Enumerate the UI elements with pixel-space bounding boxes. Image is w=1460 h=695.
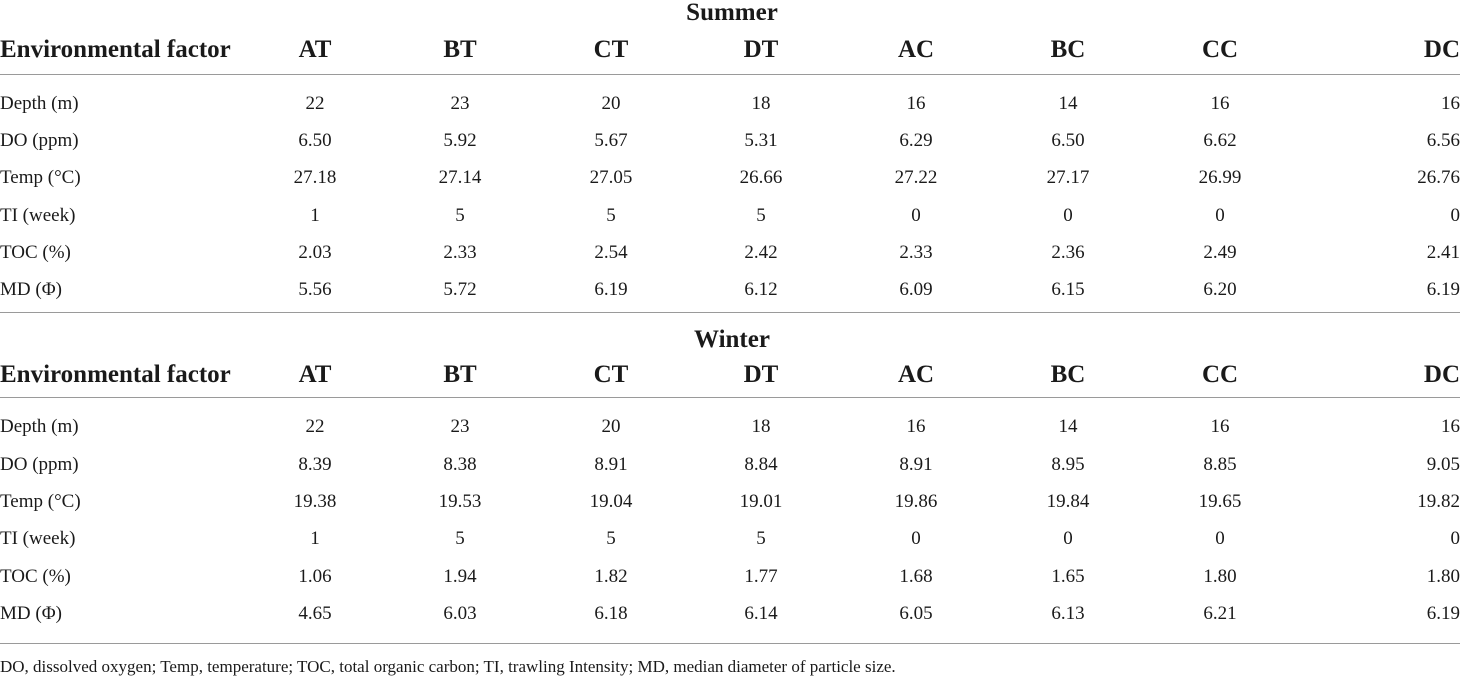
table-cell: 5 [606,204,616,226]
column-header-at: AT [298,360,332,388]
table-cell: 16 [1441,416,1460,438]
table-cell: 20 [601,92,621,114]
table-cell: 18 [751,416,771,438]
table-cell: 6.19 [594,279,628,301]
table-cell: 2.33 [443,241,477,263]
row-label: Depth (m) [0,416,79,438]
table-cell: 5 [756,204,766,226]
table-cell: 2.54 [594,241,628,263]
table-cell: 6.56 [1426,129,1460,151]
column-header-ct: CT [593,36,629,63]
table-cell: 2.33 [899,241,933,263]
table-row [0,595,1460,632]
table-row [0,483,1460,520]
header-label: Environmental factor [0,360,231,388]
table-cell: 4.65 [298,602,332,624]
column-header-ct: CT [593,360,629,388]
table-cell: 27.17 [1046,167,1090,189]
table-cell: 19.04 [589,491,633,513]
table-cell: 6.05 [899,602,933,624]
section-title-summer: Summer [686,0,778,26]
row-label: TOC (%) [0,241,71,263]
table-cell: 5 [455,528,465,550]
table-row [0,160,1460,197]
column-header-bt: BT [443,36,477,63]
column-header-dc: DC [1423,360,1460,388]
table-cell: 6.15 [1051,279,1085,301]
table-cell: 22 [305,416,325,438]
table-cell: 2.49 [1203,241,1237,263]
table-cell: 2.41 [1426,241,1460,263]
column-header-bt: BT [443,360,477,388]
table-cell: 2.42 [744,241,778,263]
table-cell: 0 [1450,204,1460,226]
table-cell: 6.18 [594,602,628,624]
table-cell: 19.65 [1198,491,1242,513]
table-cell: 16 [1441,92,1460,114]
table-cell: 6.21 [1203,602,1237,624]
table-cell: 5 [756,528,766,550]
column-header-dc: DC [1423,36,1460,63]
table-cell: 2.36 [1051,241,1085,263]
table-cell: 23 [450,92,470,114]
table-cell: 19.86 [894,491,938,513]
table-cell: 1.80 [1426,565,1460,587]
row-label: MD (Φ) [0,602,62,624]
table-cell: 1.80 [1203,565,1237,587]
table-cell: 1.65 [1051,565,1085,587]
table-cell: 19.01 [739,491,783,513]
column-header-cc: CC [1201,360,1239,388]
table-cell: 5 [455,204,465,226]
table-cell: 1 [310,204,320,226]
row-label: TI (week) [0,204,76,226]
table-cell: 16 [906,92,926,114]
table-cell: 1 [310,528,320,550]
table-row [0,558,1460,595]
table-cell: 6.62 [1203,129,1237,151]
table-row [0,234,1460,271]
header-label: Environmental factor [0,36,231,63]
table-cell: 27.05 [589,167,633,189]
table-cell: 0 [1063,528,1073,550]
table-row [0,446,1460,483]
column-header-ac: AC [897,36,935,63]
table-cell: 5.92 [443,129,477,151]
table-cell: 0 [911,204,921,226]
table-cell: 8.85 [1203,453,1237,475]
row-label: DO (ppm) [0,129,79,151]
table-cell: 27.14 [438,167,482,189]
column-header-dt: DT [743,36,779,63]
table-row [0,409,1460,446]
table-cell: 1.82 [594,565,628,587]
column-header-at: AT [298,36,332,63]
table-cell: 16 [906,416,926,438]
row-label: Temp (°C) [0,167,81,189]
row-label: DO (ppm) [0,453,79,475]
table-cell: 6.14 [744,602,778,624]
table-footnote: DO, dissolved oxygen; Temp, temperature; TOC, total organic carbon; TI, trawling Intensity; MD, median diameter of particle size. [0,656,896,676]
table-cell: 6.50 [1051,129,1085,151]
table-cell: 27.18 [293,167,337,189]
row-label: MD (Φ) [0,279,62,301]
table-cell: 1.06 [298,565,332,587]
table-cell: 6.19 [1426,602,1460,624]
table-cell: 19.82 [1417,491,1460,513]
table-cell: 16 [1210,92,1230,114]
table-cell: 0 [1450,528,1460,550]
table-cell: 5.67 [594,129,628,151]
table-cell: 1.77 [744,565,778,587]
table-row [0,521,1460,558]
table-cell: 5.72 [443,279,477,301]
table-cell: 22 [305,92,325,114]
section-divider [0,312,1460,313]
section-title-winter: Winter [694,325,770,353]
row-label: Temp (°C) [0,491,81,513]
table-row [0,122,1460,159]
table-cell: 8.91 [594,453,628,475]
row-label: TI (week) [0,528,76,550]
table-cell: 27.22 [894,167,938,189]
table-cell: 16 [1210,416,1230,438]
header-row-summer [0,26,1460,74]
table-cell: 5.31 [744,129,778,151]
table-cell: 0 [1215,528,1225,550]
table-cell: 0 [1215,204,1225,226]
table-cell: 18 [751,92,771,114]
header-rule [0,74,1460,75]
table-row [0,271,1460,308]
row-label: Depth (m) [0,92,79,114]
table-cell: 9.05 [1426,453,1460,475]
table-cell: 19.38 [293,491,337,513]
column-header-cc: CC [1201,36,1239,63]
table-cell: 14 [1058,416,1078,438]
table-cell: 5 [606,528,616,550]
table-cell: 26.99 [1198,167,1242,189]
table-cell: 14 [1058,92,1078,114]
table-cell: 23 [450,416,470,438]
column-header-bc: BC [1050,36,1086,63]
column-header-dt: DT [743,360,779,388]
table-row [0,197,1460,234]
column-header-bc: BC [1050,360,1086,388]
table-cell: 20 [601,416,621,438]
table-cell: 6.09 [899,279,933,301]
table-cell: 6.29 [899,129,933,151]
table-cell: 19.53 [438,491,482,513]
table-cell: 8.84 [744,453,778,475]
table-cell: 8.38 [443,453,477,475]
table-cell: 6.12 [744,279,778,301]
table-cell: 6.20 [1203,279,1237,301]
header-rule [0,397,1460,398]
table-cell: 0 [911,528,921,550]
table-cell: 8.91 [899,453,933,475]
table-cell: 6.03 [443,602,477,624]
table-cell: 6.50 [298,129,332,151]
header-row-winter [0,353,1460,397]
table-cell: 8.39 [298,453,332,475]
table-cell: 26.66 [739,167,783,189]
table-cell: 0 [1063,204,1073,226]
table-cell: 8.95 [1051,453,1085,475]
table-cell: 26.76 [1417,167,1460,189]
row-label: TOC (%) [0,565,71,587]
table-cell: 1.94 [443,565,477,587]
table-cell: 6.13 [1051,602,1085,624]
table-row [0,85,1460,122]
table-cell: 5.56 [298,279,332,301]
table-cell: 1.68 [899,565,933,587]
column-header-ac: AC [897,360,935,388]
table-cell: 2.03 [298,241,332,263]
table-cell: 19.84 [1046,491,1090,513]
table-cell: 6.19 [1426,279,1460,301]
